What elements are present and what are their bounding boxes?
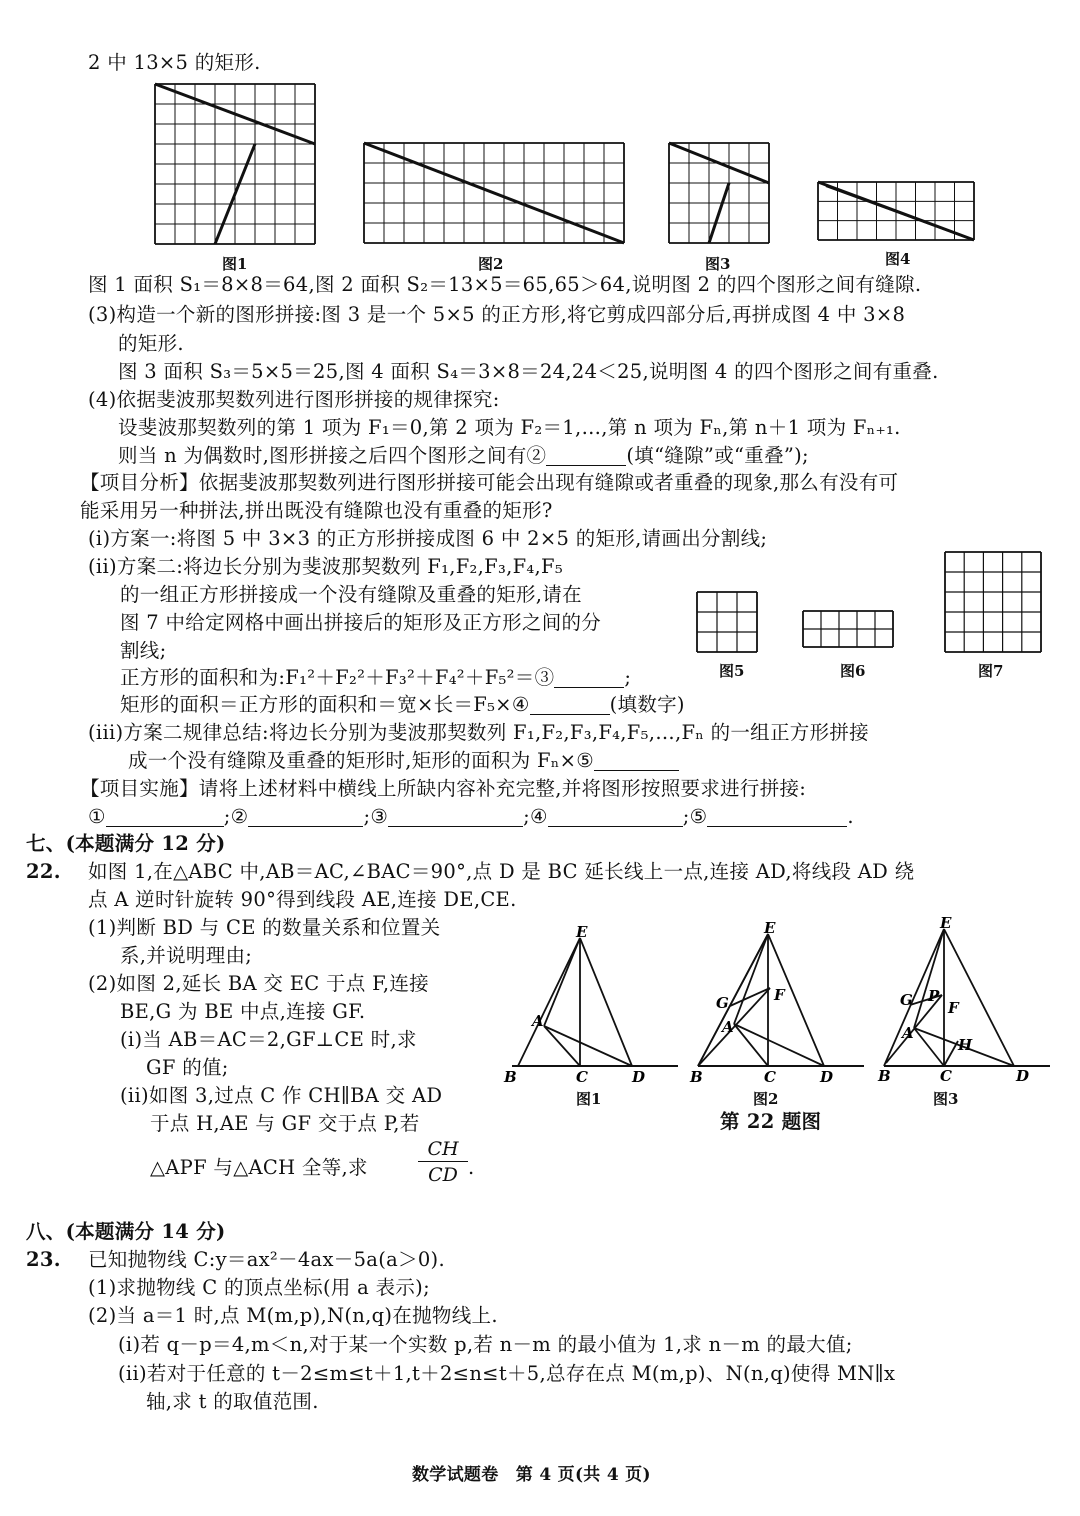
fig1-pt-c: C [576,1068,588,1086]
fig3-pt-p: P [928,987,940,1005]
final-answer-1[interactable] [106,806,224,827]
fig2-pt-e: E [764,919,776,937]
fraction-denominator: CD [428,1164,458,1186]
q22-part2-a: (2)如图 2,延长 BA 交 EC 于点 F,连接 [88,972,429,995]
fig1-pt-a: A [532,1012,544,1030]
area-comparison-1-2: 图 1 面积 S₁＝8×8＝64,图 2 面积 S₂＝13×5＝65,65＞64,说明图 2 的四个图形之间有缝隙. [88,273,922,296]
plan2-line6: 矩形的面积＝正方形的面积和＝宽×长＝F₅×④ (填数字) [120,693,685,716]
q22-line2: 点 A 逆时针旋转 90°得到线段 AE,连接 DE,CE. [88,888,517,911]
fig2-pt-b: B [690,1068,703,1086]
q22-part2i-b: GF 的值; [146,1056,229,1079]
fig7-caption: 图7 [978,662,1004,680]
figure-5 [697,592,757,652]
plan2-line5: 正方形的面积和为:F₁²＋F₂²＋F₃²＋F₄²＋F₅²＝③ ; [120,666,632,689]
fig5-caption: 图5 [719,662,745,680]
final-answer-5[interactable] [707,806,847,827]
plan3-line1: (iii)方案二规律总结:将边长分别为斐波那契数列 F₁,F₂,F₃,F₄,F₅,…,Fₙ 的一组正方形拼接 [88,721,869,744]
analysis-line1: 【项目分析】依据斐波那契数列进行图形拼接可能会出现有缝隙或者重叠的现象,那么有没有可 [80,471,899,494]
fig3-pt-c: C [940,1067,952,1085]
plan2-line3: 图 7 中给定网格中画出拼接后的矩形及正方形之间的分 [120,611,602,634]
q23-part1: (1)求抛物线 C 的顶点坐标(用 a 表示); [88,1276,430,1299]
item4-line1: (4)依据斐波那契数列进行图形拼接的规律探究: [88,388,500,411]
implement-line: 【项目实施】请将上述材料中横线上所缺内容补充完整,并将图形按照要求进行拼接: [80,777,807,800]
q23-part2: (2)当 a＝1 时,点 M(m,p),N(n,q)在抛物线上. [88,1304,498,1327]
q22-part2ii-a: (ii)如图 3,过点 C 作 CH∥BA 交 AD [120,1084,443,1107]
fig1-pt-d: D [632,1068,646,1086]
q23-number: 23. [26,1248,61,1271]
fig3-pt-b: B [878,1067,891,1085]
fraction-numerator: CH [418,1137,468,1162]
q23-part2i: (i)若 q－p＝4,m＜n,对于某一个实数 p,若 n－m 的最小值为 1,求 n－m 的最大值; [118,1333,853,1356]
fig6-caption: 图6 [840,662,866,680]
q22-figure-2 [686,919,866,1086]
page-footer: 数学试题卷 第 4 页(共 4 页) [412,1465,651,1485]
q23-line1: 已知抛物线 C:y＝ax²－4ax－5a(a＞0). [88,1248,445,1271]
fig4-caption: 图4 [885,250,911,268]
q22-part2-b: BE,G 为 BE 中点,连接 GF. [120,1000,366,1023]
final-answer-4[interactable] [548,806,683,827]
fig3-pt-e: E [940,914,952,932]
fig3-pt-f: F [948,999,959,1017]
final-answer-3[interactable] [388,806,523,827]
q22-part2ii-b: 于点 H,AE 与 GF 交于点 P,若 [150,1112,420,1135]
fig1-pt-b: B [504,1068,517,1086]
answer-blank-2[interactable] [546,445,626,466]
fig2-pt-c: C [764,1068,776,1086]
item4-line2: 设斐波那契数列的第 1 项为 F₁＝0,第 2 项为 F₂＝1,…,第 n 项为 Fₙ,第 n＋1 项为 Fₙ₊₁. [118,416,901,439]
fig1-caption: 图1 [222,255,248,273]
q22-figure-title: 第 22 题图 [720,1110,822,1133]
q22-fig1-caption: 图1 [576,1090,602,1108]
fig3-pt-h: H [958,1036,973,1054]
answer-blank-4[interactable] [530,694,610,715]
plan2-line1: (ii)方案二:将边长分别为斐波那契数列 F₁,F₂,F₃,F₄,F₅ [88,555,563,578]
plan3-line2: 成一个没有缝隙及重叠的矩形时,矩形的面积为 Fₙ×⑤ [128,748,679,774]
section-7-heading: 七、(本题满分 12 分) [26,832,226,855]
figure-1 [155,84,315,244]
q22-fig3-caption: 图3 [933,1090,959,1108]
fig2-pt-f: F [774,986,785,1004]
q22-figure-3 [874,914,1054,1085]
plan1: (i)方案一:将图 5 中 3×3 的正方形拼接成图 6 中 2×5 的矩形,请画出分割线; [88,527,768,550]
q22-part1-a: (1)判断 BD 与 CE 的数量关系和位置关 [88,916,441,939]
section-8-heading: 八、(本题满分 14 分) [26,1220,226,1243]
q22-line1: 如图 1,在△ABC 中,AB＝AC,∠BAC＝90°,点 D 是 BC 延长线上一点,连接 AD,将线段 AD 绕 [88,860,915,883]
figure-2 [364,143,624,243]
analysis-line2: 能采用另一种拼法,拼出既没有缝隙也没有重叠的矩形? [80,499,553,522]
plan2-line4: 割线; [120,639,167,662]
fig3-caption: 图3 [705,255,731,273]
fraction-ch-cd [418,1137,468,1188]
fig2-caption: 图2 [478,255,504,273]
q22-part1-b: 系,并说明理由; [120,944,253,967]
plan2-line2: 的一组正方形拼接成一个没有缝隙及重叠的矩形,请在 [120,583,582,606]
q22-part2i-a: (i)当 AB＝AC＝2,GF⊥CE 时,求 [120,1028,417,1051]
figure-7 [945,552,1041,652]
answer-row: ① ;② ;③ ;④ ;⑤ . [88,805,854,828]
answer-blank-5[interactable] [594,750,679,771]
item3-line1: (3)构造一个新的图形拼接:图 3 是一个 5×5 的正方形,将它剪成四部分后,再拼成图 4 中 3×8 [88,303,906,326]
fig3-pt-g: G [900,991,913,1009]
figure-6 [803,611,893,647]
item3-line3: 图 3 面积 S₃＝5×5＝25,图 4 面积 S₄＝3×8＝24,24＜25,说明图 4 的四个图形之间有重叠. [118,360,939,383]
q23-part2ii-a: (ii)若对于任意的 t－2≤m≤t＋1,t＋2≤n≤t＋5,总存在点 M(m,p)、N(n,q)使得 MN∥x [118,1362,896,1385]
q22-part2ii-c: △APF 与△ACH 全等,求 [150,1156,368,1179]
fig3-pt-a: A [902,1024,914,1042]
q22-figure-1 [500,920,680,1086]
intro-line: 2 中 13×5 的矩形. [88,51,261,74]
fig1-pt-e: E [576,923,588,941]
item4-line3: 则当 n 为偶数时,图形拼接之后四个图形之间有② (填“缝隙”或“重叠”); [118,444,809,467]
fig2-pt-a: A [722,1018,734,1036]
fig2-pt-d: D [820,1068,834,1086]
q22-number: 22. [26,860,61,883]
item3-line2: 的矩形. [118,332,184,355]
answer-blank-3[interactable] [554,667,624,688]
figure-3 [669,143,769,243]
fig2-pt-g: G [716,994,729,1012]
q22-fig2-caption: 图2 [753,1090,779,1108]
q23-part2ii-b: 轴,求 t 的取值范围. [146,1390,319,1413]
fig3-pt-d: D [1016,1067,1030,1085]
figure-4 [818,182,974,240]
final-answer-2[interactable] [248,806,363,827]
q22-period: . [468,1156,475,1179]
